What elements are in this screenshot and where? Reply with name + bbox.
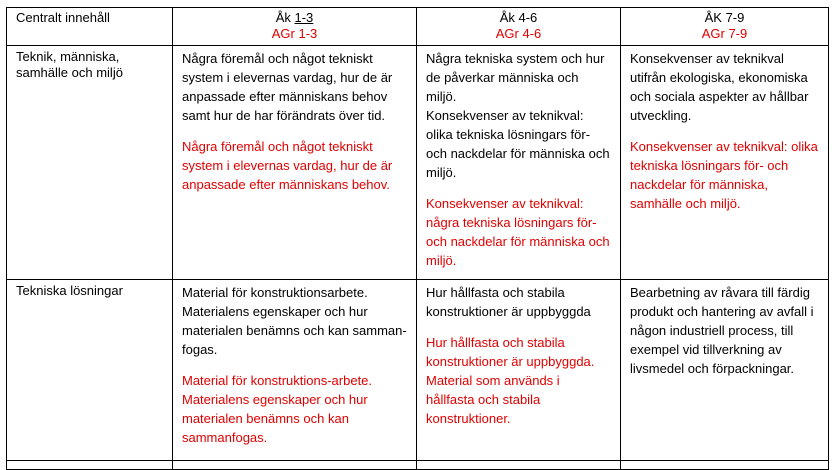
table-cell bbox=[417, 46, 621, 280]
header-grade-1-3-prefix: Åk bbox=[275, 10, 295, 25]
header-grade-7-9 bbox=[621, 8, 829, 46]
table-cell bbox=[417, 461, 621, 470]
cell-text-adapted: Konsekvenser av teknikval: olika tekniska lösningars för- och nackdelar för människa, samhälle och miljö. bbox=[630, 139, 818, 211]
table-cell bbox=[621, 280, 829, 461]
cell-text: Konsekvenser av teknikval utifrån ekologiska, ekonomiska och sociala aspekter av hållbar utveckling. bbox=[630, 51, 809, 123]
header-grade-4-6-label: Åk 4-6 bbox=[499, 10, 538, 25]
table-cell bbox=[173, 46, 417, 280]
cell-text: Bearbetning av råvara till färdig produkt och hantering av avfall i någon industriell process, till exempel vid tillverkning av livsmedel och förpackningar. bbox=[630, 285, 814, 376]
table-row-partial bbox=[7, 461, 829, 470]
cell-text-adapted: Konsekvenser av teknikval: några tekniska lösningars för- och nackdelar för människa och miljö. bbox=[426, 196, 610, 268]
table-cell bbox=[173, 280, 417, 461]
row-label: Teknik, människa, samhälle och miljö bbox=[7, 46, 173, 280]
cell-text: Några föremål och något tekniskt system i elevernas vardag, hur de är anpassade efter människans behov samt hur de har förändrats över tid. bbox=[182, 51, 393, 123]
header-grade-7-9-label: ÅK 7-9 bbox=[704, 10, 745, 25]
table-cell bbox=[173, 461, 417, 470]
table-cell bbox=[417, 280, 621, 461]
curriculum-table bbox=[6, 7, 829, 470]
table-row bbox=[7, 280, 829, 461]
header-agr-7-9: AGr 7-9 bbox=[701, 26, 748, 41]
table-cell bbox=[621, 461, 829, 470]
cell-text-adapted: Hur hållfasta och stabila konstruktioner är uppbyggda. Material som används i hållfasta och stabila konstruktioner. bbox=[426, 335, 595, 426]
table-cell bbox=[7, 461, 173, 470]
header-grade-1-3 bbox=[173, 8, 417, 46]
table-row bbox=[7, 46, 829, 280]
row-label: Tekniska lösningar bbox=[7, 280, 173, 461]
cell-text-adapted: Några föremål och något tekniskt system i elevernas vardag, hur de är anpassade efter människans behov. bbox=[182, 139, 393, 192]
header-agr-1-3: AGr 1-3 bbox=[271, 26, 318, 41]
cell-text: Material för konstruktionsarbete. Materialens egenskaper och hur materialen benämns och kan samman-fogas. bbox=[182, 285, 407, 357]
header-agr-4-6: AGr 4-6 bbox=[495, 26, 542, 41]
header-central-content: Centralt innehåll bbox=[7, 8, 173, 46]
cell-text-adapted: Material för konstruktions-arbete. Materialens egenskaper och hur materialen benämns och kan sammanfogas. bbox=[182, 373, 373, 445]
cell-text: Några tekniska system och hur de påverkar människa och miljö. bbox=[426, 51, 605, 104]
header-row bbox=[7, 8, 829, 46]
header-grade-4-6 bbox=[417, 8, 621, 46]
table-cell bbox=[621, 46, 829, 280]
header-grade-1-3-range: 1-3 bbox=[294, 10, 314, 25]
cell-text: Konsekvenser av teknikval: olika tekniska lösningars för- och nackdelar för människa och miljö. bbox=[426, 108, 610, 180]
cell-text: Hur hållfasta och stabila konstruktioner är uppbyggda bbox=[426, 285, 591, 319]
